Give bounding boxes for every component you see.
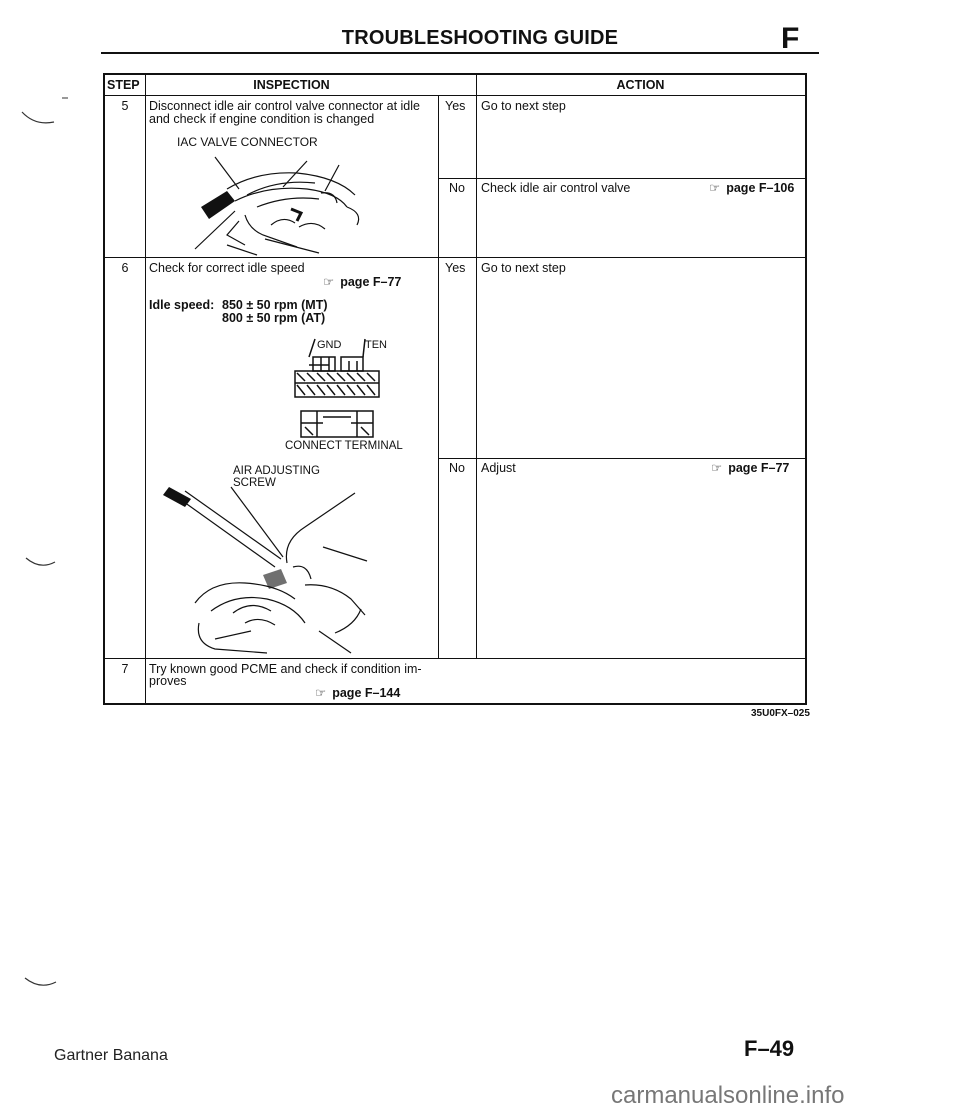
inspection-text: proves [149, 674, 187, 688]
pointing-hand-icon: ☞ [709, 181, 721, 195]
header-row-divider [105, 95, 805, 96]
figure-label: IAC VALVE CONNECTOR [177, 135, 318, 149]
page-reference-text: page F–106 [726, 181, 795, 195]
spec-value: 850 ± 50 rpm (MT) [222, 298, 328, 312]
page-reference-text: page F–77 [728, 461, 790, 475]
watermark-text: Gartner Banana [54, 1047, 168, 1064]
step-number: 7 [121, 662, 129, 676]
page-reference [315, 686, 400, 700]
pointing-hand-icon: ☞ [323, 275, 335, 289]
connect-terminal-label: CONNECT TERMINAL [285, 440, 403, 452]
inspection-text: Try known good PCME and check if condition im- [149, 662, 422, 676]
action-text: Adjust [481, 461, 516, 475]
page-reference [709, 181, 794, 195]
step-col-divider [145, 75, 146, 703]
row6-answer-divider [438, 458, 805, 459]
site-watermark: carmanualsonline.info [611, 1082, 845, 1109]
figure-code: 35U0FX–025 [751, 708, 810, 719]
troubleshooting-table [103, 73, 807, 705]
section-letter: F [781, 22, 800, 55]
inspection-header: INSPECTION [253, 78, 330, 92]
air-adjusting-screw-illustration [155, 483, 385, 653]
ten-label: TEN [365, 339, 387, 351]
row5-answer-divider [438, 178, 805, 179]
answer-no: No [449, 461, 465, 475]
inspection-text: Disconnect idle air control valve connector at idle [149, 99, 420, 113]
step-number: 6 [121, 261, 129, 275]
page-reference [711, 461, 789, 475]
screw-label: SCREW [233, 477, 276, 489]
spec-label: Idle speed: [149, 298, 215, 312]
inspection-text: Check for correct idle speed [149, 261, 305, 275]
action-text: Check idle air control valve [481, 181, 631, 195]
page-reference-text: page F–77 [340, 275, 402, 289]
pointing-hand-icon: ☞ [711, 461, 723, 475]
pointing-hand-icon: ☞ [315, 686, 327, 700]
page-number: F–49 [744, 1036, 795, 1061]
gnd-label: GND [317, 339, 342, 351]
step-header: STEP [107, 78, 140, 92]
iac-valve-connector-illustration [187, 149, 377, 259]
answer-yes: Yes [445, 261, 466, 275]
page-reference [323, 275, 401, 289]
answer-yes: Yes [445, 99, 466, 113]
action-col-divider [476, 75, 477, 658]
page-reference-text: page F–144 [332, 686, 401, 700]
page-title: TROUBLESHOOTING GUIDE [341, 27, 619, 49]
row6-divider [105, 658, 805, 659]
inspection-text: and check if engine condition is changed [149, 112, 375, 126]
answer-no: No [449, 181, 465, 195]
answer-col-divider [438, 95, 439, 658]
diagnosis-connector-icon [277, 337, 387, 437]
action-text: Go to next step [481, 261, 566, 275]
action-header: ACTION [616, 78, 665, 92]
screw-label: AIR ADJUSTING [233, 465, 320, 477]
spec-value: 800 ± 50 rpm (AT) [222, 311, 326, 325]
step-number: 5 [121, 99, 129, 113]
action-text: Go to next step [481, 99, 566, 113]
